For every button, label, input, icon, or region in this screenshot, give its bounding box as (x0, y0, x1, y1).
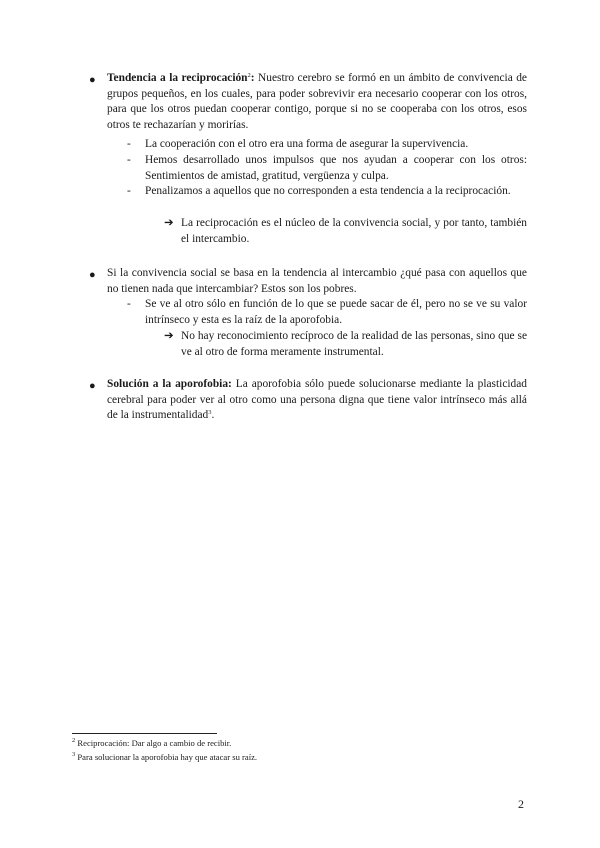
paragraph-solucion (107, 377, 527, 424)
footnote-ref[interactable]: 3 (208, 409, 212, 417)
list-item: Se ve al otro sólo en función de lo que se puede sacar de él, pero no se ve su valor intrínseco y esta es la raíz de la aporofobia. (145, 298, 527, 326)
heading-solucion: Solución a la aporofobia: (107, 378, 232, 390)
arrow-item: La reciprocación es el núcleo de la convivencia social, y por tanto, también el intercambio. (181, 217, 527, 245)
heading-colon: : (250, 72, 255, 84)
dash-icon: - (127, 185, 131, 197)
footnote-number: 3 (72, 751, 76, 758)
footnote (72, 738, 231, 749)
list-item: La cooperación con el otro era una forma de asegurar la supervivencia. (145, 138, 469, 150)
dash-icon: - (127, 138, 131, 150)
footnote (72, 752, 257, 763)
paragraph-reciprocacion (107, 71, 527, 133)
bullet-icon: ● (89, 380, 96, 392)
footnote-text: Reciprocación: Dar algo a cambio de recibir. (75, 738, 232, 748)
paragraph-end: . (211, 409, 215, 422)
list-item: Penalizamos a aquellos que no corresponden a esta tendencia a la reciprocación. (145, 185, 511, 197)
bullet-icon: ● (89, 269, 96, 281)
footnote-number: 2 (72, 737, 76, 744)
footnote-separator (72, 733, 217, 734)
bullet-icon: ● (89, 74, 96, 86)
arrow-right-icon: ➔ (164, 330, 174, 342)
dash-icon: - (127, 154, 131, 166)
paragraph-text: Nuestro cerebro se formó en un ámbito de convivencia de grupos pequeños, en los cuales, para poder sobrevivir era necesario cooperar con los otros, para que los otros puedan cooperar contigo, porque si no se cooperaba con los otros, esos otros te rechazarían y morirías. (107, 72, 527, 131)
page-number: 2 (518, 797, 524, 811)
footnote-text: Para solucionar la aporofobia hay que atacar su raíz. (75, 752, 258, 762)
arrow-right-icon: ➔ (164, 217, 174, 229)
paragraph-intercambio: Si la convivencia social se basa en la tendencia al intercambio ¿qué pasa con aquellos que no tienen nada que intercambiar? Estos son los pobres. (107, 267, 527, 295)
paragraph-text: La aporofobia sólo puede solucionarse mediante la plasticidad cerebral para poder ver al otro como una persona digna que tiene valor intrínseco más allá de la instrumentalidad (107, 378, 527, 422)
heading-reciprocacion: Tendencia a la reciprocación (107, 72, 248, 84)
dash-icon: - (127, 298, 131, 310)
footnote-ref[interactable]: 2 (247, 72, 251, 79)
list-item: Hemos desarrollado unos impulsos que nos ayudan a cooperar con los otros: Sentimientos de amistad, gratitud, vergüenza y culpa. (145, 154, 527, 182)
arrow-item: No hay reconocimiento recíproco de la realidad de las personas, sino que se ve al otro de forma meramente instrumental. (181, 330, 527, 358)
